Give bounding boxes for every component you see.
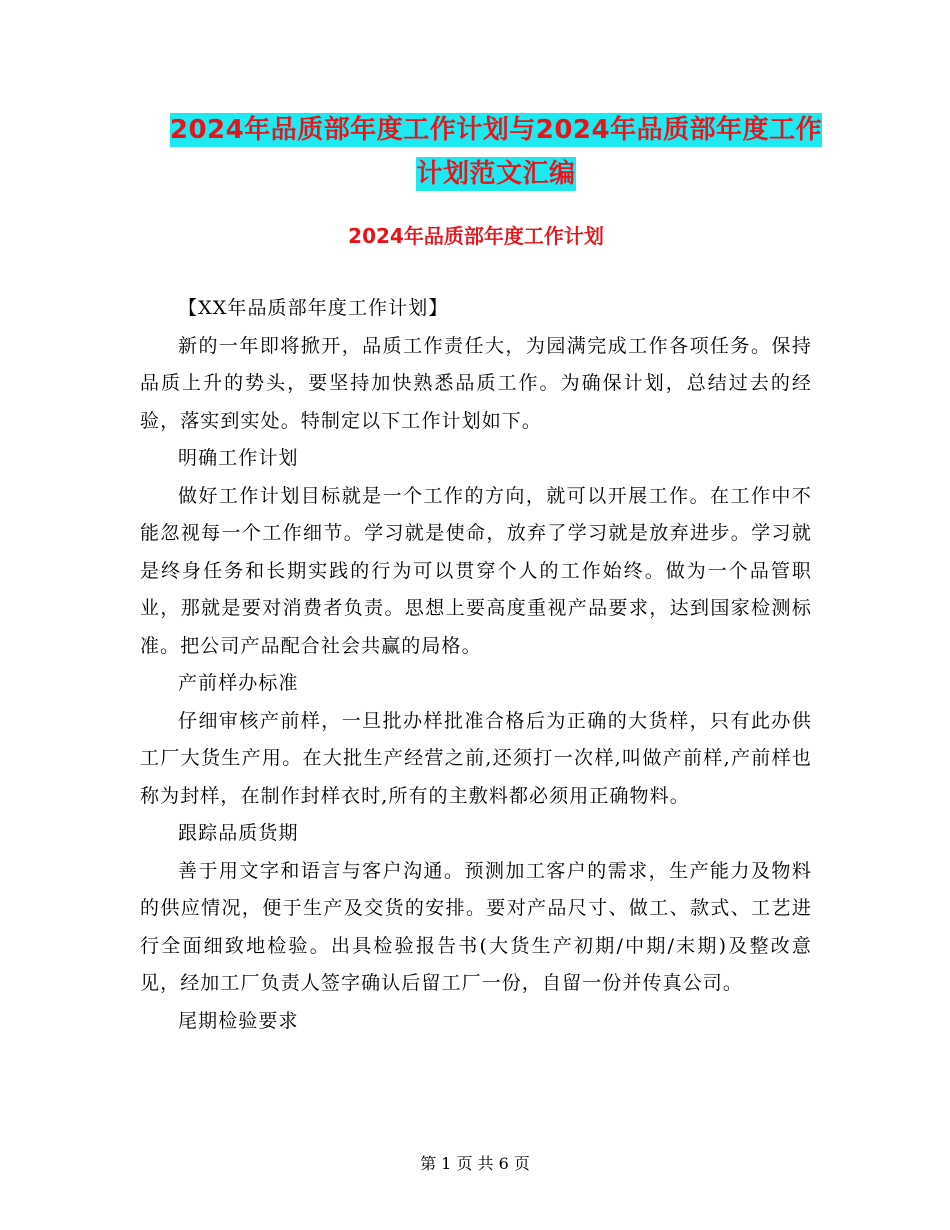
title-line-2: 计划范文汇编 (416, 159, 576, 189)
heading-final-inspection: 尾期检验要求 (178, 1009, 299, 1032)
paragraph-intro: 新的一年即将掀开，品质工作责任大，为园满完成工作各项任务。保持品质上升的势头，要坚持加快熟悉品质工作。为确保计划，总结过去的经验，落实到实处。特制定以下工作计划如下。 (140, 334, 812, 432)
title-line-1: 2024年品质部年度工作计划与2024年品质部年度工作 (169, 115, 823, 145)
heading-clear-plan: 明确工作计划 (178, 447, 299, 469)
document-title (140, 108, 852, 196)
heading-track-quality: 跟踪品质货期 (178, 822, 299, 844)
document-body (140, 290, 812, 1040)
paragraph-sample: 仔细审核产前样，一旦批办样批准合格后为正确的大货样，只有此办供工厂大货生产用。在大批生产经营之前,还须打一次样,叫做产前样,产前样也称为封样，在制作封样衣时,所有的主敷料都必须用正确物料。 (140, 709, 812, 807)
section-title: 2024年品质部年度工作计划 (348, 224, 604, 248)
heading-pre-production-sample: 产前样办标准 (178, 672, 299, 694)
paragraph-track: 善于用文字和语言与客户沟通。预测加工客户的需求，生产能力及物料的供应情况，便于生产及交货的安排。要对产品尺寸、做工、款式、工艺进行全面细致地检验。出具检验报告书(大货生产初期/中期/末期)及整改意见，经加工厂负责人签字确认后留工厂一份，自留一份并传真公司。 (140, 859, 812, 994)
paragraph-plan: 做好工作计划目标就是一个工作的方向，就可以开展工作。在工作中不能忽视每一个工作细节。学习就是使命，放弃了学习就是放弃进步。学习就是终身任务和长期实践的行为可以贯穿个人的工作始终。做为一个品管职业，那就是要对消费者负责。思想上要高度重视产品要求，达到国家检测标准。把公司产品配合社会共赢的局格。 (140, 484, 812, 657)
page-footer: 第 1 页 共 6 页 (420, 1154, 530, 1173)
paragraph-heading-bracket: 【XX年品质部年度工作计划】 (178, 297, 449, 319)
